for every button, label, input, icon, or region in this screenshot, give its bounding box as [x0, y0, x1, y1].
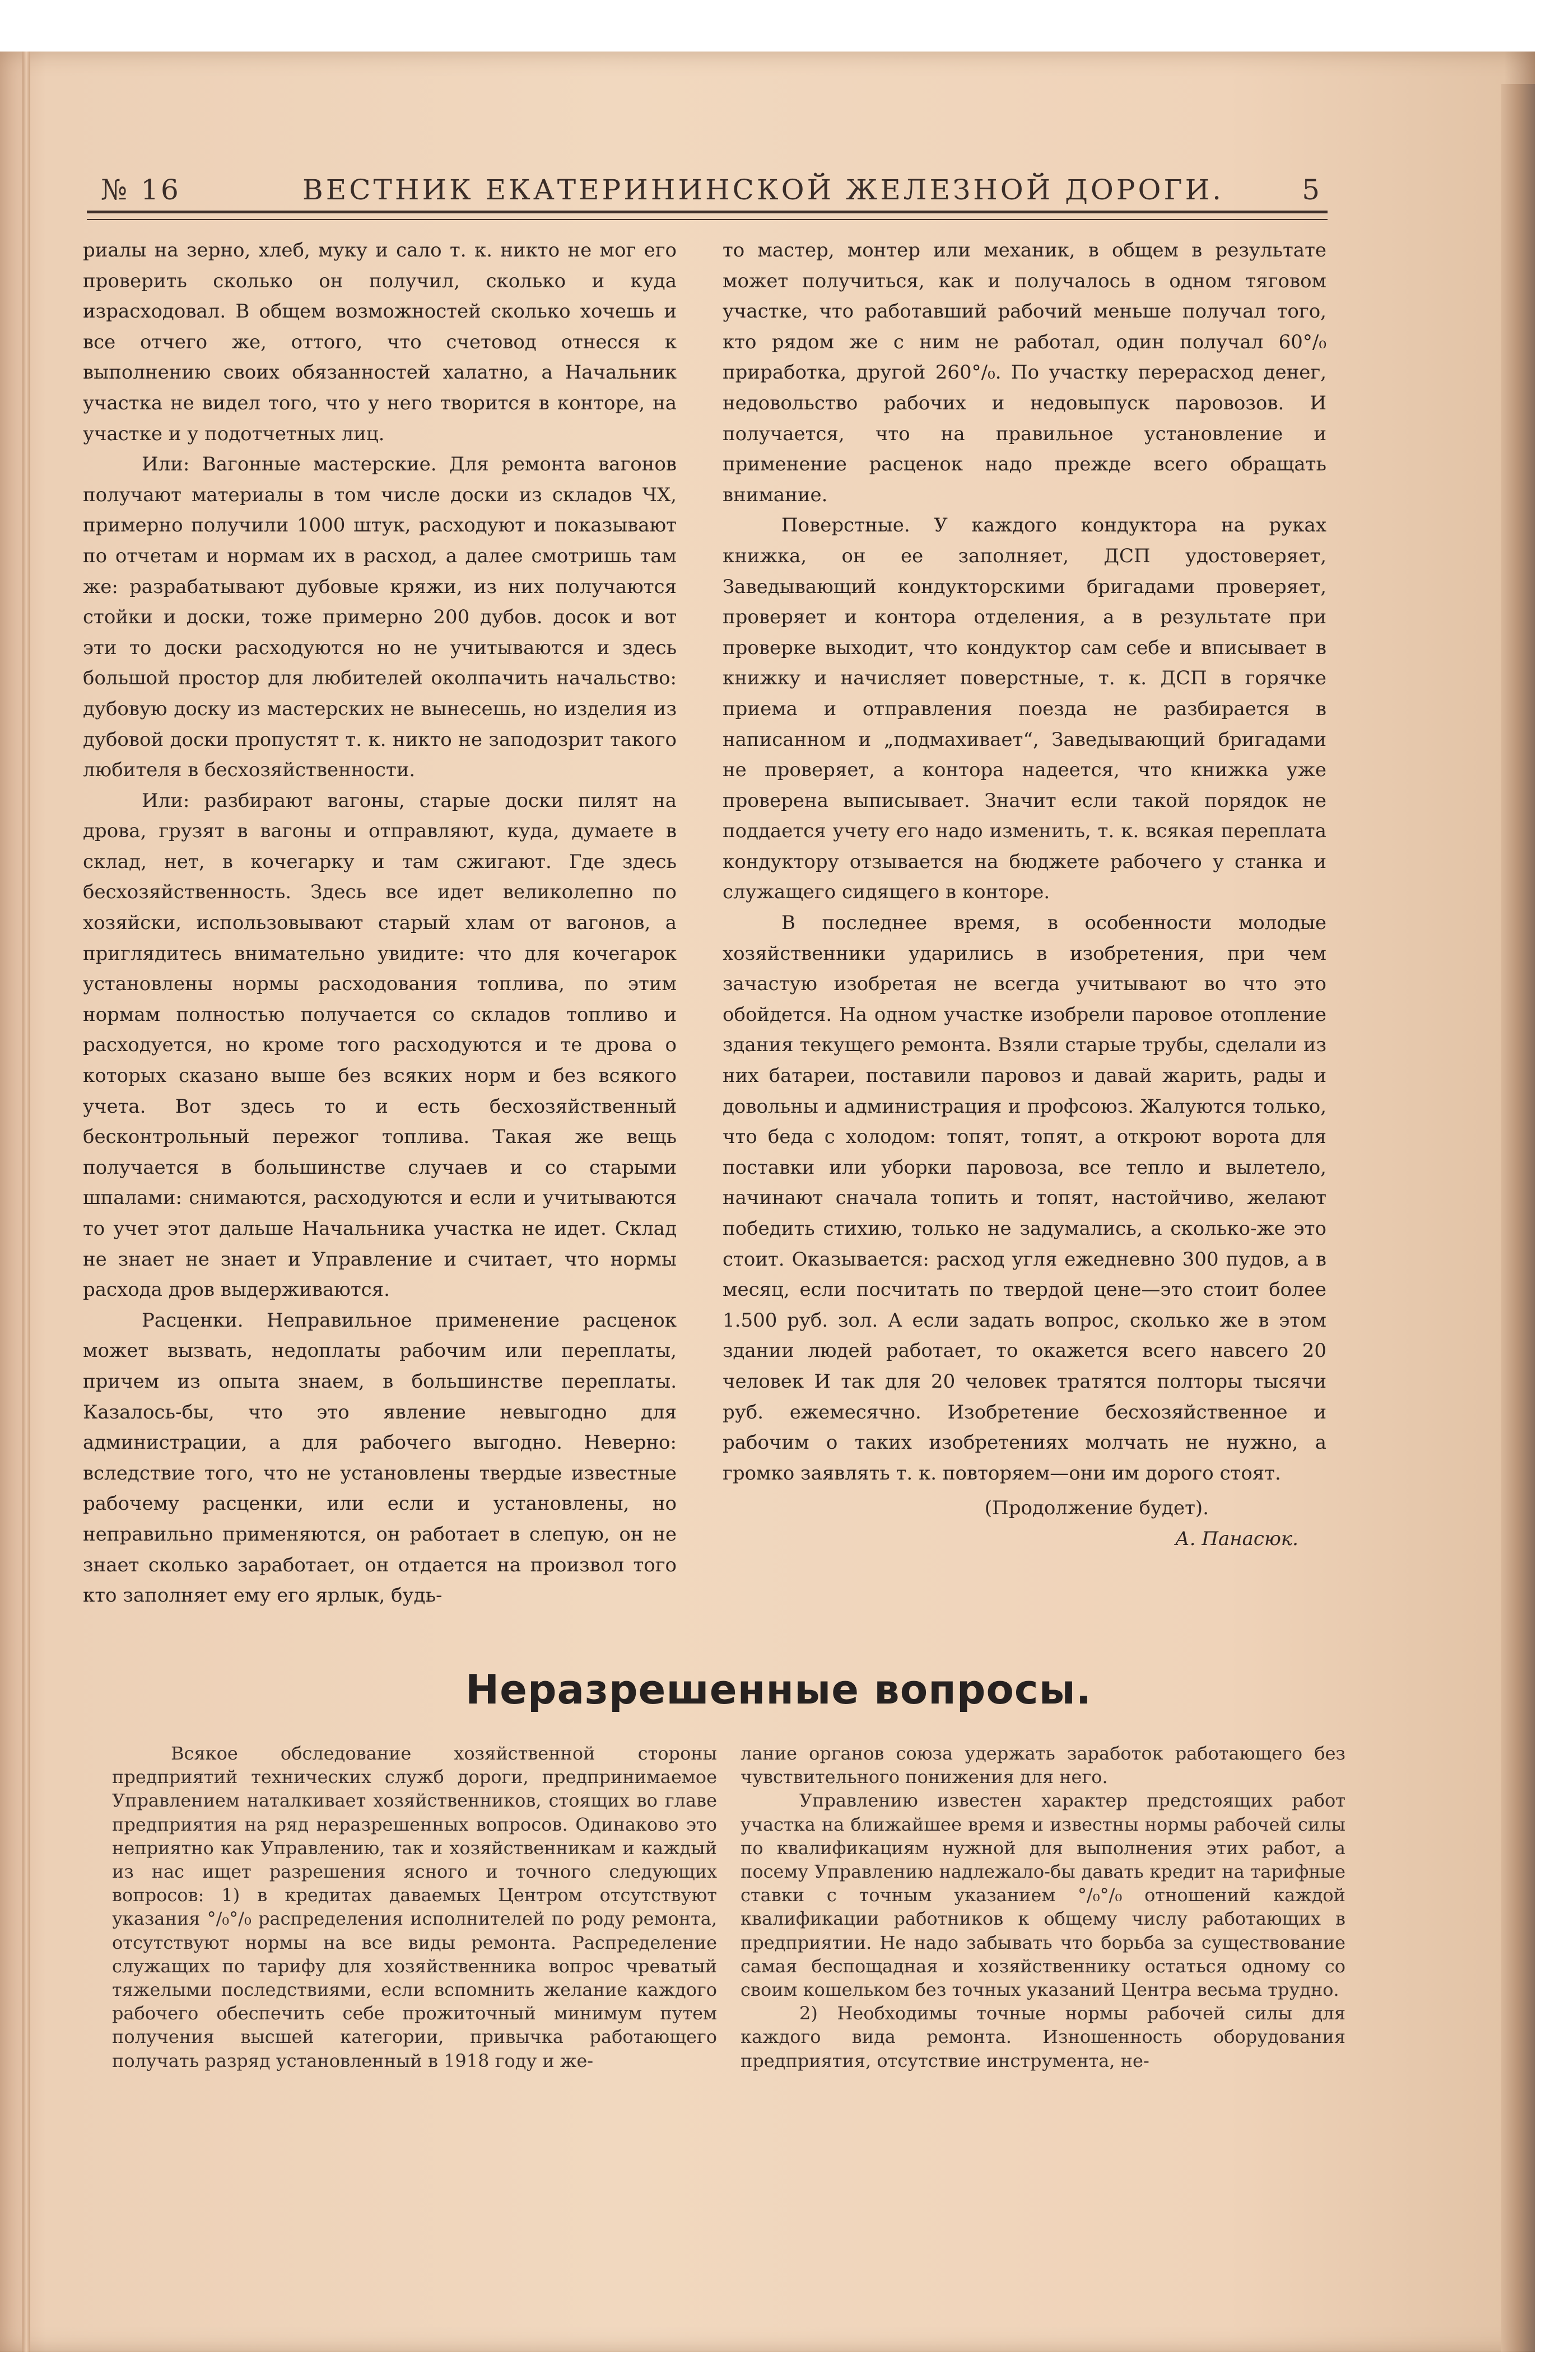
author-signature: А. Панасюк.: [1175, 1527, 1298, 1550]
article2-left-column: [112, 1742, 717, 2246]
page-header: [101, 174, 1322, 214]
article2-right-column: [741, 1742, 1345, 2246]
paragraph: Или: разбирают вагоны, старые доски пилят на дрова, грузят в вагоны и отправляют, куда, думаете в склад, нет, в кочегарку и там сжигают. Где здесь бесхозяйственность. Здесь все идет великолепно по хозяйски, использовывают старый хлам от вагонов, а приглядитесь внимательно увидите: что для кочегарок установлены нормы расходования топлива, по этим нормам полностью получается со складов топливо и расходуется, но кроме того расходуются и те дрова о которых сказано выше без всяких норм и без всякого учета. Вот здесь то и есть бесхозяйственный бесконтрольный пережог топлива. Такая же вещь получается в большинстве случаев и со старыми шпалами: снимаются, расходуются и если и учитываются то учет этот дальше Начальника участка не идет. Склад не знает не знает и Управление и считает, что нормы расхода дров выдерживаются.: [83, 789, 677, 1301]
paragraph: лание органов союза удержать заработок работающего без чувствительного понижения для него.: [741, 1743, 1345, 1788]
paragraph: Управлению известен характер предстоящих работ участка на ближайшее время и известны нормы рабочей силы по квалификациям нужной для выполнения этих работ, а посему Управлению надлежало-бы давать кредит на тарифные ставки с точным указанием °/₀°/₀ отношений каждой квалификации работников к общему числу работающих в предприятии. Не надо забывать что борьба за существование самая беспощадная и хозяйственнику остаться одному со своим кошельком без точных указаний Центра весьма трудно.: [741, 1790, 1345, 2001]
article1-left-column: [83, 235, 677, 1624]
newspaper-title: ВЕСТНИК ЕКАТЕРИНИНСКОЙ ЖЕЛЕЗНОЙ ДОРОГИ.: [302, 174, 1224, 206]
paragraph: В последнее время, в особенности молодые хозяйственники ударились в изобретения, при чем зачастую изобретая не всегда учитывают во что это обойдется. На одном участке изобрели паровое отопление здания текущего ремонта. Взяли старые трубы, сделали из них батареи, поставили паровоз и давай жарить, рады и довольны и администрация и профсоюз. Жалуются только, что беда с холодом: топят, топят, а откроют ворота для поставки или уборки паровоза, все тепло и вылетело, начинают сначала топить и топят, настойчиво, желают победить стихию, только не задумались, а сколько-же это стоит. Оказывается: расход угля ежедневно 300 пудов, а в месяц, если посчитать по твердой цене—это стоит более 1.500 руб. зол. А если задать вопрос, сколько же в этом здании людей работает, то окажется всего навсего 20 человек И так для 20 человек тратятся полторы тысячи руб. ежемесячно. Изобретение бесхозяйственное и рабочим о таких изобретениях молчать не нужно, а громко заявлять т. к. повторяем—они им дорого стоят.: [723, 912, 1326, 1485]
paragraph: то мастер, монтер или механик, в общем в результате может получиться, как и получалось в одном тяговом участке, что работавший рабочий меньше получал того, кто рядом же с ним не работал, один получал 60°/₀ приработка, другой 260°/₀. По участку перерасход денег, недовольство рабочих и недовыпуск паровозов. И получается, что на правильное установление и применение расценок надо прежде всего обращать внимание.: [723, 239, 1326, 506]
page-edge: [1501, 84, 1535, 2352]
page-fold: [22, 52, 30, 2352]
paragraph: Поверстные. У каждого кондуктора на руках книжка, он ее заполняет, ДСП удостоверяет, Заведывающий кондукторскими бригадами проверяет, проверяет и контора отделения, а в результате при проверке выходит, что кондуктор сам себе и вписывает в книжку и начисляет поверстные, т. к. ДСП в горячке приема и отправления поезда не разбирается в написанном и „подмахивает“, Заведывающий бригадами не проверяет, а контора надеется, что книжка уже проверена выписывает. Значит если такой порядок не поддается учету его надо изменить, т. к. всякая переплата кондуктору отзывается на бюджете рабочего у станка и служащего сидящего в конторе.: [723, 514, 1326, 904]
paragraph: Расценки. Неправильное применение расценок может вызвать, недоплаты рабочим или переплаты, причем из опыта знаем, в большинстве переплаты. Казалось-бы, что это явление невыгодно для администрации, а для рабочего выгодно. Неверно: вследствие того, что не установлены твердые известные рабочему расценки, или если и установлены, но неправильно применяются, он работает в слепую, он не знает сколько заработает, он отдается на произвол того кто заполняет ему его ярлык, будь-: [83, 1309, 677, 1607]
continued-note: (Продолжение будет).: [984, 1497, 1209, 1520]
paragraph: Всякое обследование хозяйственной стороны предприятий технических служб дороги, предпринимаемое Управлением наталкивает хозяйственников, стоящих во главе предприятия на ряд неразрешенных вопросов. Одинаково это неприятно как Управлению, так и хозяйственникам и каждый из нас ищет разрешения ясного и точного следующих вопросов: 1) в кредитах даваемых Центром отсутствуют указания °/₀°/₀ распределения исполнителей по роду ремонта, отсутствуют нормы на все виды ремонта. Распределение служащих по тарифу для хозяйственника вопрос чреватый тяжелыми последствиями, если вспомнить желание каждого рабочего обеспечить себе прожиточный минимум путем получения высшей категории, привычка работающего получать разряд установленный в 1918 году и же-: [112, 1743, 717, 2071]
page-number: 5: [1302, 174, 1322, 206]
paragraph: риалы на зерно, хлеб, муку и сало т. к. никто не мог его проверить сколько он получил, сколько и куда израсходовал. В общем возможностей сколько хочешь и все отчего же, оттого, что счетовод отнесся к выполнению своих обязанностей халатно, а Начальник участка не видел того, что у него творится в конторе, на участке и у подотчетных лиц.: [83, 239, 677, 445]
paragraph: 2) Необходимы точные нормы рабочей силы для каждого вида ремонта. Изношенность оборудования предприятия, отсутствие инструмента, не-: [741, 2003, 1345, 2071]
article1-right-column: [723, 235, 1326, 1624]
article2-title: Неразрешенные вопросы.: [465, 1666, 1092, 1713]
issue-number: № 16: [101, 174, 181, 206]
header-rule: [87, 211, 1328, 220]
paragraph: Или: Вагонные мастерские. Для ремонта вагонов получают материалы в том числе доски из складов ЧХ, примерно получили 1000 штук, расходуют и показывают по отчетам и нормам их в расход, а далее смотришь там же: разрабатывают дубовые кряжи, из них получаются стойки и доски, тоже примерно 200 дубов. досок и вот эти то доски расходуются но не учитываются и здесь большой простор для любителей околпачить начальство: дубовую доску из мастерских не вынесешь, но изделия из дубовой доски пропустят т. к. никто не заподозрит такого любителя в бесхозяйственности.: [83, 453, 677, 782]
